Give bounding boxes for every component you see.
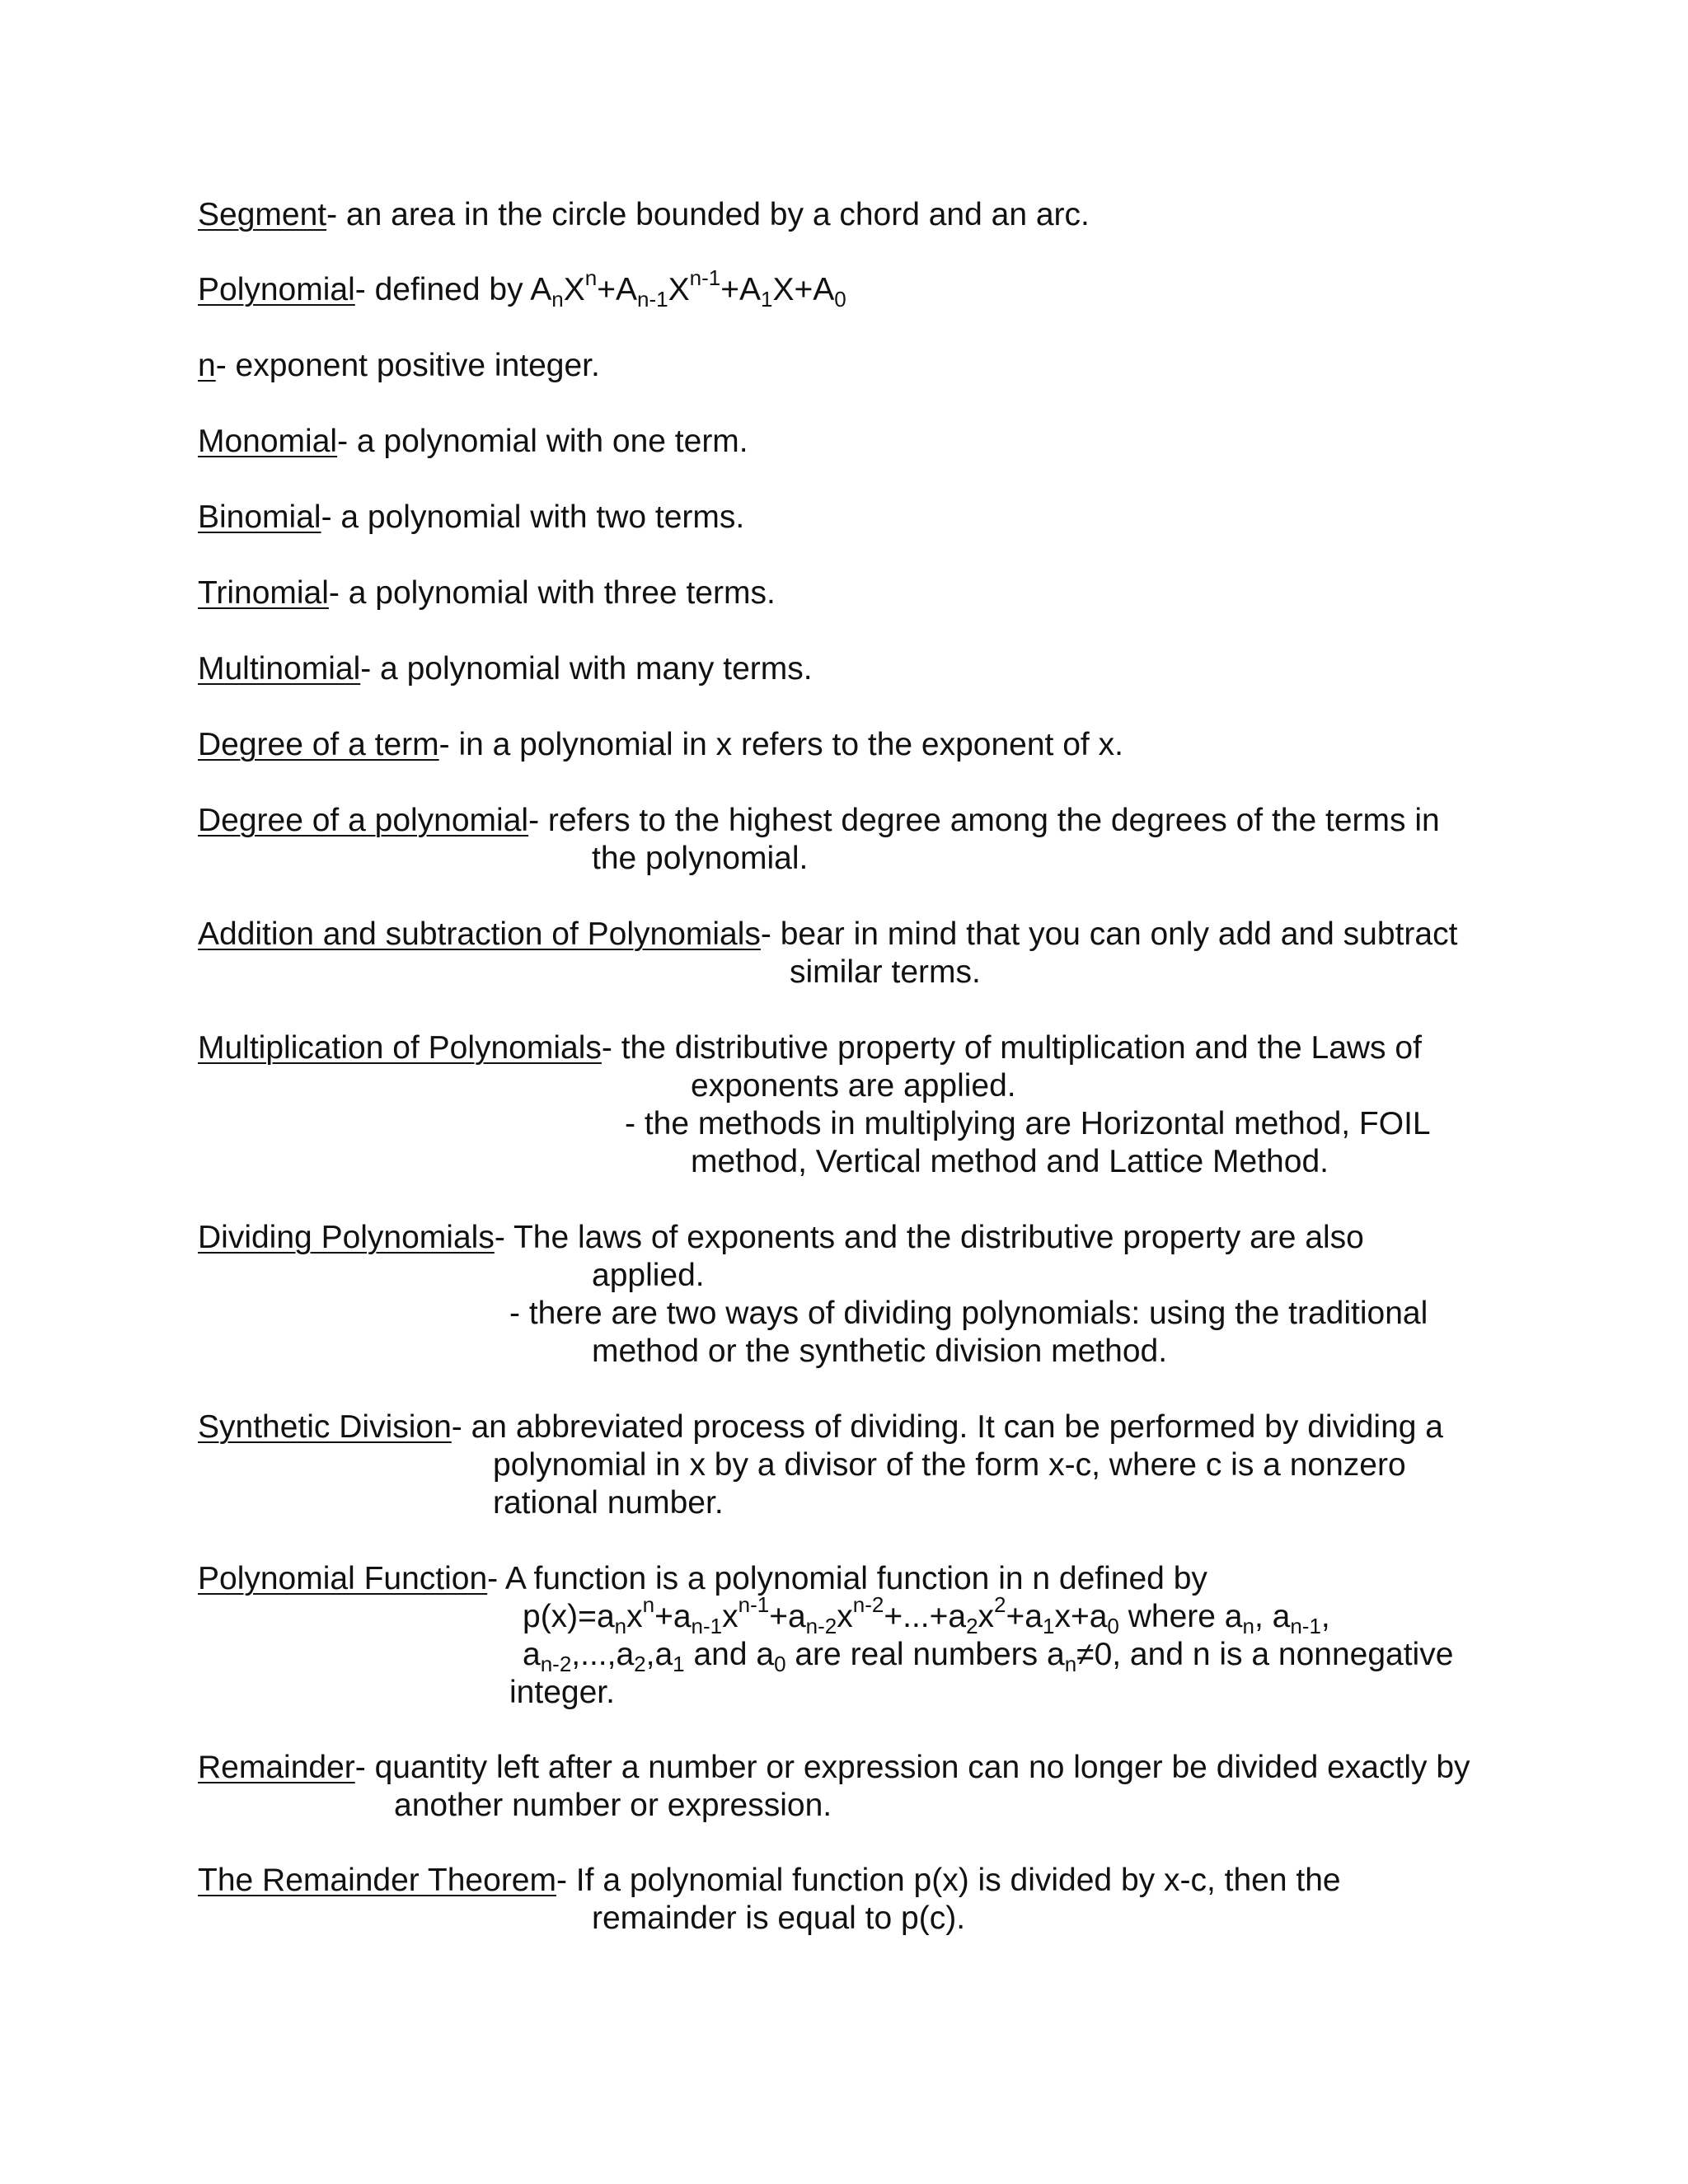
definition-text: - in a polynomial in x refers to the exponent of x. [438, 727, 1123, 762]
definition-segment [198, 196, 1523, 234]
definition-degree-of-polynomial [198, 802, 1523, 878]
definition-continuation: method or the synthetic division method. [592, 1333, 1168, 1369]
definition-continuation: similar terms. [790, 954, 981, 990]
definition-remainder [198, 1749, 1523, 1825]
definition-binomial [198, 499, 1523, 537]
polynomial-function-formula: $p(x)=a_nx^n+a_{n-1}x^{n-1}+a_{n-2}x^{n-2}+...+a_2x^2+a_1x+a_0$ where $a_n$, $a_{n-1}$, [523, 1592, 1330, 1638]
definition-remainder-theorem [198, 1862, 1523, 1938]
definition-text: - exponent positive integer. [215, 348, 600, 383]
definition-text: - an area in the circle bounded by a chord and an arc. [326, 197, 1090, 232]
definition-continuation: method, Vertical method and Lattice Method. [691, 1144, 1329, 1179]
definition-monomial [198, 423, 1523, 461]
term: Segment [198, 197, 327, 232]
definition-continuation: - the methods in multiplying are Horizontal method, FOIL [625, 1106, 1431, 1141]
definition-multiplication [198, 1029, 1523, 1181]
term: Synthetic Division [198, 1409, 452, 1445]
term: Multiplication of Polynomials [198, 1030, 602, 1066]
definition-text: - If a polynomial function p(x) is divided by x-c, then the [556, 1863, 1341, 1898]
definition-multinomial [198, 650, 1523, 688]
definition-polynomial [198, 265, 1523, 312]
definition-text: - The laws of exponents and the distributive property are also [494, 1220, 1364, 1255]
definition-continuation: another number or expression. [394, 1788, 832, 1823]
definition-text: - refers to the highest degree among the degrees of the terms in [528, 803, 1440, 838]
definition-text: - an abbreviated process of dividing. It can be performed by dividing a [451, 1409, 1443, 1445]
definition-continuation: rational number. [493, 1485, 724, 1521]
definition-text: - bear in mind that you can only add and subtract [760, 916, 1458, 952]
definition-trinomial [198, 574, 1523, 612]
definition-text: - the distributive property of multiplication and the Laws of [601, 1030, 1422, 1066]
definition-dividing [198, 1219, 1523, 1371]
definition-degree-of-term [198, 726, 1523, 764]
definition-text: - a polynomial with two terms. [321, 499, 745, 535]
definition-continuation: polynomial in x by a divisor of the form x-c, where c is a nonzero [493, 1447, 1406, 1483]
term: Remainder [198, 1750, 355, 1785]
term: Monomial [198, 424, 338, 459]
definition-continuation: the polynomial. [592, 841, 809, 876]
term: Dividing Polynomials [198, 1220, 495, 1255]
term: Binomial [198, 499, 321, 535]
definition-text: - defined by [354, 272, 531, 307]
definition-n [198, 347, 1523, 385]
definition-continuation: remainder is equal to p(c). [592, 1900, 966, 1936]
term: Trinomial [198, 575, 329, 611]
definition-text: - a polynomial with one term. [337, 424, 748, 459]
term: The Remainder Theorem [198, 1863, 556, 1898]
polynomial-formula: $A_nX^n+A_{n-1}X^{n-1}+A_1X+A_0$ [530, 265, 846, 312]
definition-text: - a polynomial with three terms. [328, 575, 776, 611]
definition-text: - a polynomial with many terms. [360, 651, 813, 687]
definition-continuation: exponents are applied. [691, 1068, 1016, 1104]
definition-synthetic-division [198, 1408, 1523, 1522]
term: Degree of a polynomial [198, 803, 529, 838]
definition-polynomial-function [198, 1560, 1523, 1712]
definition-continuation: - there are two ways of dividing polynomials: using the traditional [509, 1296, 1428, 1331]
polynomial-function-conditions: $a_{n-2},...,a_2,a_1$ and $a_0$ are real numbers $a_n\ne 0$, and n is a nonnegative [523, 1637, 1454, 1676]
definition-text: - quantity left after a number or expression can no longer be divided exactly by [354, 1750, 1470, 1785]
term: Degree of a term [198, 727, 439, 762]
definition-continuation: applied. [592, 1258, 705, 1293]
term: Addition and subtraction of Polynomials [198, 916, 761, 952]
term: n [198, 348, 216, 383]
definition-continuation: integer. [509, 1675, 615, 1710]
definition-addition-subtraction [198, 916, 1523, 991]
term: Polynomial [198, 272, 355, 307]
term: Multinomial [198, 651, 361, 687]
definition-text: - A function is a polynomial function in n defined by [487, 1561, 1207, 1596]
term: Polynomial Function [198, 1561, 488, 1596]
